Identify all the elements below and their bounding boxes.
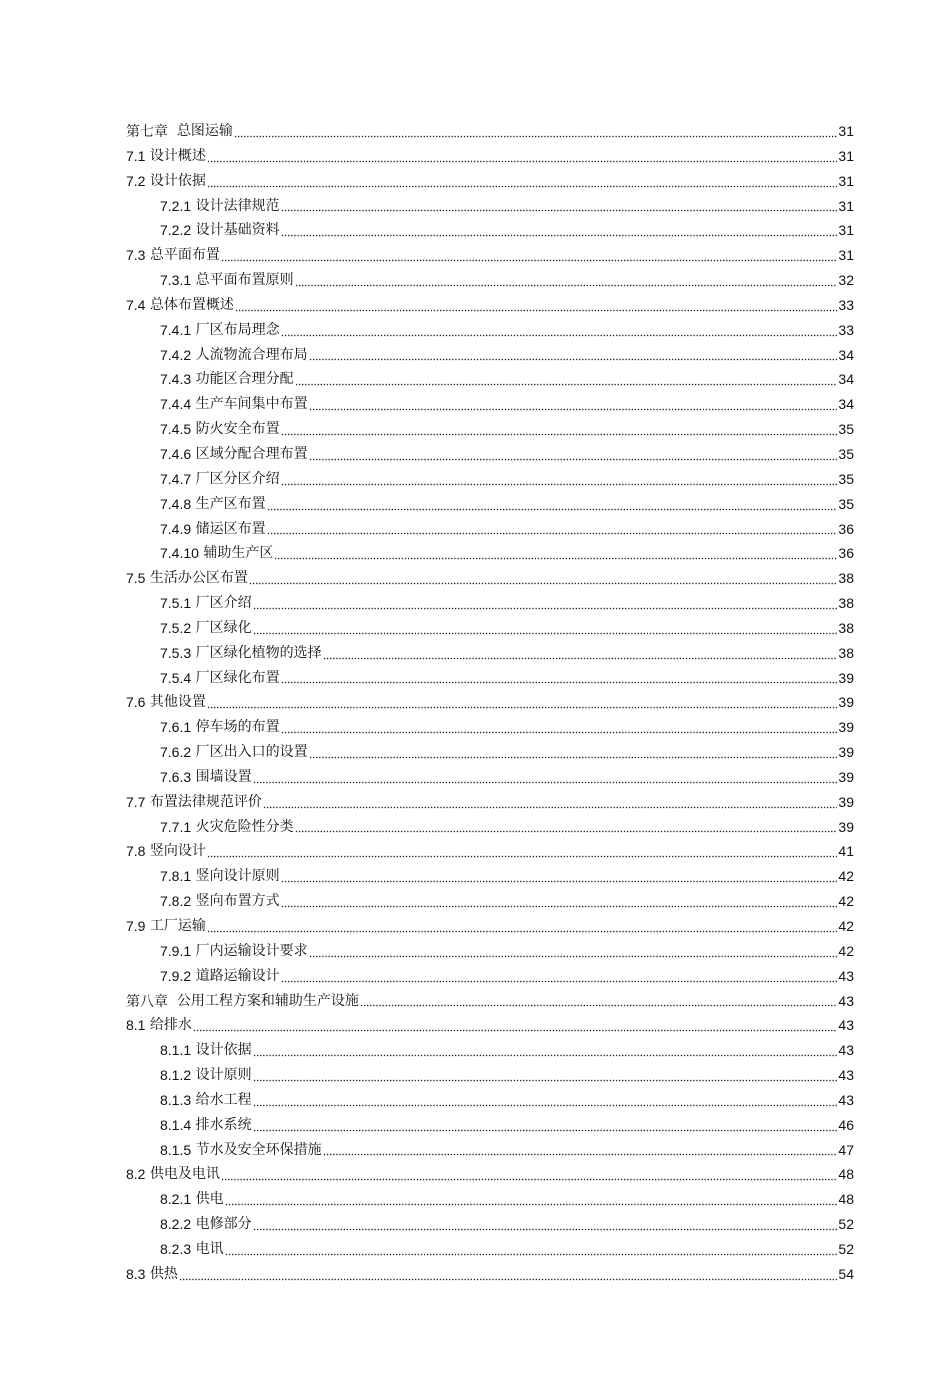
toc-dot-leader [253,768,838,784]
toc-entry[interactable] [126,392,854,417]
toc-entry[interactable] [126,715,854,740]
toc-entry-title: 生活办公区布置 [149,570,248,587]
toc-entry-gap [168,989,177,1014]
toc-dot-leader [281,967,838,983]
toc-entry[interactable] [126,293,854,318]
toc-entry-page-number: 35 [838,495,854,512]
toc-entry[interactable] [126,144,854,169]
toc-dot-leader [281,196,838,212]
toc-entry[interactable] [126,517,854,542]
toc-dot-leader [309,942,838,958]
toc-entry-number: 7.5.4 [160,669,192,686]
toc-entry-number: 7.7 [126,793,146,810]
toc-entry-page-number: 42 [838,893,854,910]
toc-entry-gap [168,119,177,144]
toc-dot-leader [253,1215,838,1231]
toc-entry-title: 设计基础资料 [195,222,280,239]
toc-dot-leader [274,544,837,560]
toc-entry[interactable] [126,1237,854,1262]
toc-entry-number: 7.5 [126,570,146,587]
toc-entry-title: 供电 [195,1191,224,1208]
toc-dot-leader [360,991,838,1007]
toc-entry-number: 7.2.1 [160,197,192,214]
toc-entry[interactable] [126,1162,854,1187]
toc-entry-page-number: 32 [838,272,854,289]
toc-entry-number: 8.3 [126,1265,146,1282]
toc-entry-number: 7.2.2 [160,222,192,239]
toc-entry[interactable] [126,169,854,194]
toc-entry-page-number: 38 [838,570,854,587]
toc-entry[interactable] [126,318,854,343]
toc-dot-leader [281,420,838,436]
toc-entry-number: 7.3 [126,247,146,264]
toc-dot-leader [253,1116,838,1132]
toc-entry-page-number: 39 [838,669,854,686]
toc-entry-title: 停车场的布置 [195,719,280,736]
toc-entry-page-number: 42 [838,868,854,885]
toc-entry-title: 设计法律规范 [195,197,280,214]
toc-entry-title: 总体布置概述 [149,296,234,313]
toc-entry-title: 设计原则 [195,1067,252,1084]
toc-entry[interactable] [126,641,854,666]
toc-entry-title: 厂区介绍 [195,595,252,612]
toc-entry-page-number: 52 [838,1216,854,1233]
toc-entry[interactable] [126,591,854,616]
toc-entry-page-number: 34 [838,396,854,413]
toc-entry[interactable] [126,864,854,889]
toc-entry-page-number: 46 [838,1116,854,1133]
toc-dot-leader [207,842,838,858]
toc-entry-number: 8.2.2 [160,1216,192,1233]
toc-dot-leader [225,1190,838,1206]
toc-entry-title: 总平面布置原则 [195,272,294,289]
toc-dot-leader [234,122,838,138]
toc-entry-title: 围墙设置 [195,768,252,785]
toc-entry-page-number: 34 [838,371,854,388]
toc-entry-number: 8.1.2 [160,1067,192,1084]
toc-entry-page-number: 38 [838,619,854,636]
toc-dot-leader [193,1016,838,1032]
toc-dot-leader [281,892,838,908]
toc-entry-number: 8.2.1 [160,1191,192,1208]
toc-dot-leader [207,917,838,933]
toc-entry[interactable] [126,442,854,467]
toc-entry-page-number: 43 [838,1042,854,1059]
toc-entry-page-number: 39 [838,744,854,761]
toc-entry[interactable] [126,666,854,691]
toc-dot-leader [207,147,838,163]
toc-entry[interactable] [126,1212,854,1237]
toc-entry-title: 给排水 [149,1017,192,1034]
toc-entry[interactable] [126,839,854,864]
toc-dot-leader [323,1140,838,1156]
toc-entry[interactable] [126,740,854,765]
toc-entry-page-number: 48 [838,1166,854,1183]
toc-entry-number: 8.1 [126,1017,146,1034]
toc-dot-leader [281,321,838,337]
toc-entry-number: 7.4 [126,296,146,313]
toc-dot-leader [235,296,838,312]
toc-entry[interactable] [126,467,854,492]
toc-entry-page-number: 43 [838,1017,854,1034]
toc-entry-page-number: 36 [838,520,854,537]
toc-entry-title: 区域分配合理布置 [195,445,308,462]
toc-dot-leader [309,743,838,759]
toc-entry-page-number: 33 [838,296,854,313]
toc-dot-leader [295,271,838,287]
toc-entry-title: 给水工程 [195,1091,252,1108]
toc-entry-number: 8.1.3 [160,1091,192,1108]
toc-entry-page-number: 34 [838,346,854,363]
toc-entry[interactable] [126,218,854,243]
toc-entry-page-number: 31 [838,147,854,164]
toc-entry-page-number: 31 [838,172,854,189]
toc-entry-number: 第七章 [126,123,168,139]
toc-entry-title: 生产区布置 [195,495,266,512]
toc-entry-title: 电讯 [195,1240,224,1257]
toc-entry-number: 7.4.6 [160,445,192,462]
toc-dot-leader [267,519,838,535]
toc-dot-leader [281,867,838,883]
toc-entry-number: 7.9 [126,918,146,934]
toc-dot-leader [281,221,838,237]
toc-entry[interactable] [126,964,854,989]
toc-entry-page-number: 31 [838,247,854,264]
toc-entry-number: 7.4.5 [160,421,192,438]
toc-dot-leader [179,1265,838,1281]
toc-entry-page-number: 39 [838,719,854,736]
toc-entry-title: 人流物流合理布局 [195,346,308,363]
toc-dot-leader [309,445,838,461]
toc-entry-number: 7.8.1 [160,868,192,885]
toc-dot-leader [221,246,838,262]
toc-entry-title: 设计概述 [149,147,206,164]
toc-entry[interactable] [126,889,854,914]
toc-entry-page-number: 43 [838,1091,854,1108]
toc-entry-number: 7.4.8 [160,495,192,512]
toc-entry[interactable] [126,939,854,964]
toc-dot-leader [207,172,838,188]
toc-entry-page-number: 38 [838,644,854,661]
toc-entry-title: 电修部分 [195,1216,252,1233]
toc-entry[interactable] [126,119,854,144]
toc-entry-title: 工厂运输 [149,918,206,934]
toc-dot-leader [323,644,838,660]
toc-entry-number: 7.6.2 [160,744,192,761]
toc-entry-page-number: 52 [838,1240,854,1257]
toc-entry-number: 7.6.3 [160,768,192,785]
toc-entry-page-number: 33 [838,321,854,338]
toc-entry-title: 厂区绿化 [195,619,252,636]
toc-entry-title: 设计依据 [195,1042,252,1059]
toc-entry[interactable] [126,790,854,815]
toc-entry[interactable] [126,815,854,840]
toc-dot-leader [253,1091,838,1107]
toc-entry-page-number: 39 [838,793,854,810]
toc-entry-title: 厂内运输设计要求 [195,942,308,959]
table-of-contents [126,119,854,1287]
toc-entry-page-number: 38 [838,595,854,612]
toc-entry[interactable] [126,566,854,591]
toc-entry-page-number: 43 [838,992,854,1009]
toc-entry[interactable] [126,914,854,939]
toc-entry-title: 布置法律规范评价 [149,793,262,810]
toc-entry-number: 7.9.1 [160,942,192,959]
toc-dot-leader [225,1240,838,1256]
toc-dot-leader [253,619,838,635]
toc-entry-number: 7.4.7 [160,470,192,487]
toc-entry-number: 第八章 [126,992,168,1009]
toc-entry-title: 厂区出入口的设置 [195,744,308,761]
toc-entry-page-number: 39 [838,694,854,711]
toc-entry[interactable] [126,417,854,442]
toc-entry-title: 供电及电讯 [149,1166,220,1183]
toc-entry[interactable] [126,541,854,566]
toc-entry-page-number: 35 [838,421,854,438]
toc-entry-title: 节水及安全环保措施 [195,1141,322,1158]
toc-entry-title: 排水系统 [195,1116,252,1133]
toc-dot-leader [281,668,838,684]
toc-entry[interactable] [126,367,854,392]
toc-entry[interactable] [126,1138,854,1163]
toc-entry[interactable] [126,1013,854,1038]
toc-entry[interactable] [126,194,854,219]
toc-entry-title: 火灾危险性分类 [195,818,294,835]
toc-entry-number: 7.3.1 [160,272,192,289]
toc-entry-number: 7.4.1 [160,321,192,338]
toc-entry[interactable] [126,492,854,517]
toc-entry-title: 道路运输设计 [195,967,280,984]
toc-entry-number: 7.9.2 [160,967,192,984]
toc-entry-number: 7.5.2 [160,619,192,636]
toc-entry-title: 竖向布置方式 [195,893,280,910]
toc-entry-number: 8.1.4 [160,1116,192,1133]
toc-entry-number: 8.1.5 [160,1141,192,1158]
toc-entry-page-number: 42 [838,942,854,959]
toc-entry[interactable] [126,1038,854,1063]
toc-entry-number: 7.6 [126,694,146,711]
toc-entry-title: 功能区合理分配 [195,371,294,388]
toc-entry-number: 7.7.1 [160,818,192,835]
toc-entry-title: 厂区绿化植物的选择 [195,644,322,661]
toc-entry-page-number: 31 [838,222,854,239]
toc-entry-page-number: 35 [838,445,854,462]
toc-entry-title: 厂区布局理念 [195,321,280,338]
toc-dot-leader [281,718,838,734]
toc-entry-number: 7.1 [126,147,146,164]
toc-entry-page-number: 41 [838,843,854,860]
toc-entry-page-number: 42 [838,918,854,934]
toc-entry-number: 8.2 [126,1166,146,1183]
toc-entry-page-number: 39 [838,768,854,785]
toc-entry-page-number: 48 [838,1191,854,1208]
toc-entry-page-number: 31 [838,123,854,139]
toc-dot-leader [295,370,838,386]
toc-entry-page-number: 47 [838,1141,854,1158]
toc-entry-number: 8.2.3 [160,1240,192,1257]
toc-entry-title: 设计依据 [149,172,206,189]
toc-entry-number: 7.8.2 [160,893,192,910]
toc-dot-leader [309,395,838,411]
toc-entry[interactable] [126,1113,854,1138]
toc-dot-leader [253,1041,838,1057]
toc-entry-number: 7.5.3 [160,644,192,661]
toc-dot-leader [263,793,838,809]
toc-entry-number: 7.2 [126,172,146,189]
toc-dot-leader [253,594,838,610]
toc-entry-number: 7.8 [126,843,146,860]
toc-entry-title: 其他设置 [149,694,206,711]
toc-entry[interactable] [126,268,854,293]
toc-entry-title: 辅助生产区 [203,545,274,562]
toc-entry[interactable] [126,765,854,790]
toc-entry-number: 7.6.1 [160,719,192,736]
toc-entry[interactable] [126,343,854,368]
toc-dot-leader [207,693,838,709]
toc-entry-page-number: 54 [838,1265,854,1282]
toc-entry-page-number: 43 [838,967,854,984]
toc-entry-title: 厂区绿化布置 [195,669,280,686]
toc-entry[interactable] [126,1187,854,1212]
toc-entry[interactable] [126,690,854,715]
toc-dot-leader [249,569,838,585]
toc-entry-number: 7.4.9 [160,520,192,537]
toc-entry[interactable] [126,243,854,268]
toc-dot-leader [221,1165,838,1181]
toc-entry[interactable] [126,616,854,641]
toc-entry-number: 8.1.1 [160,1042,192,1059]
toc-dot-leader [309,345,838,361]
toc-entry-title: 厂区分区介绍 [195,470,280,487]
toc-entry-page-number: 39 [838,818,854,835]
toc-entry-number: 7.4.4 [160,396,192,413]
toc-entry-page-number: 35 [838,470,854,487]
toc-entry-page-number: 31 [838,197,854,214]
toc-entry-title: 生产车间集中布置 [195,396,308,413]
toc-dot-leader [267,495,838,511]
toc-entry-number: 7.5.1 [160,595,192,612]
toc-entry-title: 竖向设计原则 [195,868,280,885]
toc-entry[interactable] [126,1262,854,1287]
toc-entry[interactable] [126,989,854,1014]
toc-entry-title: 供热 [149,1265,178,1282]
toc-entry-title: 储运区布置 [195,520,266,537]
toc-entry-title: 总平面布置 [149,247,220,264]
toc-entry-page-number: 43 [838,1067,854,1084]
toc-entry-number: 7.4.10 [160,545,199,562]
toc-entry-page-number: 36 [838,545,854,562]
toc-entry-title: 公用工程方案和辅助生产设施 [176,992,359,1009]
toc-entry-title: 总图运输 [176,123,233,139]
toc-entry-title: 竖向设计 [149,843,206,860]
toc-entry-title: 防火安全布置 [195,421,280,438]
toc-entry-number: 7.4.3 [160,371,192,388]
toc-entry-number: 7.4.2 [160,346,192,363]
toc-dot-leader [253,1066,838,1082]
toc-dot-leader [295,817,838,833]
toc-entry[interactable] [126,1088,854,1113]
toc-entry[interactable] [126,1063,854,1088]
toc-dot-leader [281,470,838,486]
